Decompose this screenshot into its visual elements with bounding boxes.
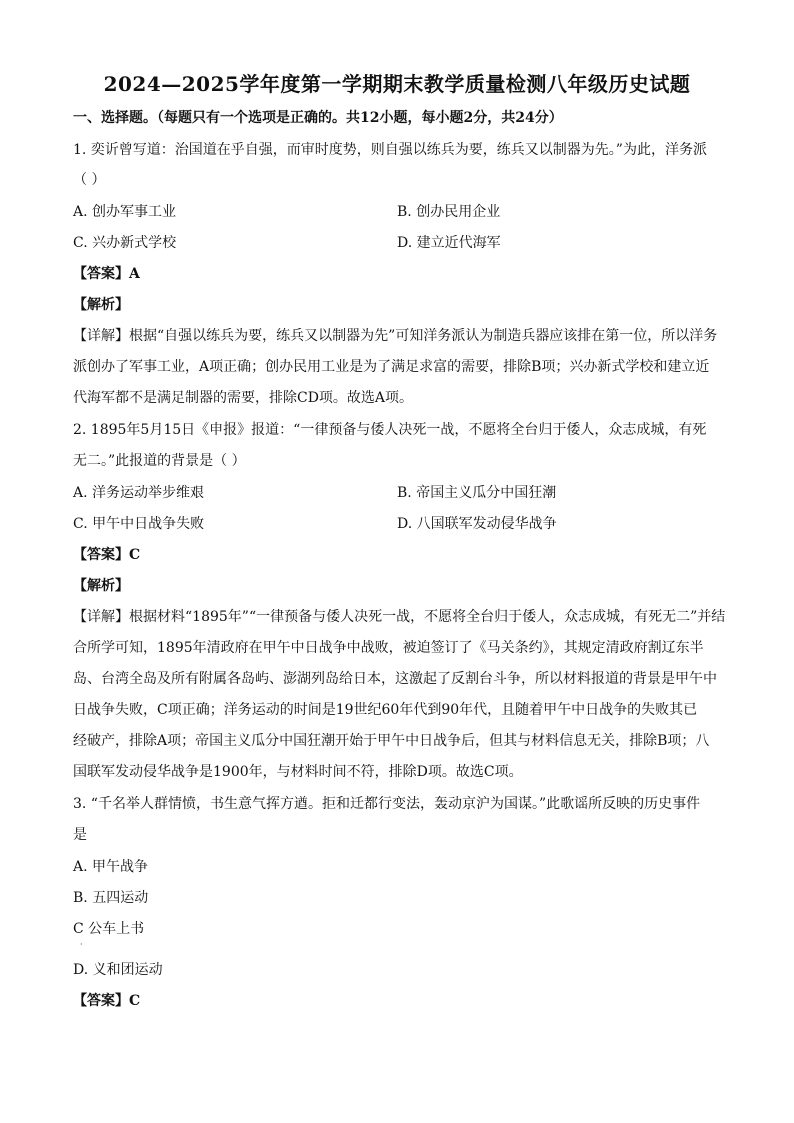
- section-heading: 一、选择题。（每题只有一个选项是正确的。共12小题，每小题2分，共24分）: [73, 110, 563, 126]
- q1-option-c: C. 兴办新式学校: [73, 235, 177, 251]
- q2-option-b: B. 帝国主义瓜分中国狂潮: [397, 485, 557, 501]
- q3-stem-line1: 3. “千名举人群情愤，书生意气挥方遒。拒和迁都行变法，轰动京沪为国谋。”此歌谣所反映的历史事件: [73, 796, 701, 812]
- q3-answer: 【答案】C: [73, 993, 141, 1009]
- q3-option-c: C 公车上书: [73, 921, 145, 937]
- q3-option-b: B. 五四运动: [73, 890, 149, 906]
- q1-option-b: B. 创办民用企业: [397, 204, 501, 220]
- q1-option-d: D. 建立近代海军: [397, 235, 501, 251]
- q2-option-a: A. 洋务运动举步维艰: [73, 485, 205, 501]
- q2-stem-line1: 2. 1895年5月15日《申报》报道：“一律预备与倭人决死一战，不愿将全台归于倭人，众志成城，有死: [73, 422, 707, 438]
- q2-option-d: D. 八国联军发动侵华战争: [397, 516, 557, 532]
- page-title: 2024—2025学年度第一学期期末教学质量检测八年级历史试题: [103, 72, 691, 96]
- q2-detail-line1: 【详解】根据材料“1895年”“一律预备与倭人决死一战，不愿将全台归于倭人，众志成城，有死无二”并结: [73, 609, 726, 625]
- q2-option-c: C. 甲午中日战争失败: [73, 516, 205, 532]
- q3-option-a: A. 甲午战争: [73, 859, 149, 875]
- q1-analysis-label: 【解析】: [73, 297, 129, 313]
- q1-stem-line2: （ ）: [73, 172, 106, 188]
- q1-option-a: A. 创办军事工业: [73, 204, 177, 220]
- q2-detail-line2: 合所学可知，1895年清政府在甲午中日战争中战败，被迫签订了《马关条约》，其规定清政府割辽东半: [73, 640, 704, 656]
- q2-detail-line3: 岛、台湾全岛及所有附属各岛屿、澎湖列岛给日本，这激起了反割台斗争，所以材料报道的背景是甲午中: [73, 671, 717, 687]
- q2-detail-line4: 日战争失败，C项正确；洋务运动的时间是19世纪60年代到90年代，且随着甲午中日战争的失败其已: [73, 702, 698, 718]
- q3-option-d: D. 义和团运动: [73, 962, 163, 978]
- q1-detail-line2: 派创办了军事工业，A项正确；创办民用工业是为了满足求富的需要，排除B项；兴办新式学校和建立近: [73, 359, 710, 375]
- q2-analysis-label: 【解析】: [73, 578, 129, 594]
- q2-detail-line6: 国联军发动侵华战争是1900年，与材料时间不符，排除D项。故选C项。: [73, 764, 523, 780]
- q2-detail-line5: 经破产，排除A项；帝国主义瓜分中国狂潮开始于甲午中日战争后，但其与材料信息无关，排除B项；八: [73, 733, 710, 749]
- q3-stem-line2: 是: [73, 827, 87, 843]
- q2-stem-line2: 无二。”此报道的背景是（ ）: [73, 453, 246, 469]
- q1-stem-line1: 1. 奕䜣曾写道：治国道在乎自强，而审时度势，则自强以练兵为要，练兵又以制器为先。”为此，洋务派: [73, 142, 707, 158]
- stray-dot-mark: ·: [80, 940, 83, 949]
- q1-answer: 【答案】A: [73, 266, 140, 282]
- q1-detail-line1: 【详解】根据“自强以练兵为要，练兵又以制器为先”可知洋务派认为制造兵器应该排在第一位，所以洋务: [73, 328, 718, 344]
- q1-detail-line3: 代海军都不是满足制器的需要，排除CD项。故选A项。: [73, 390, 414, 406]
- q2-answer: 【答案】C: [73, 547, 141, 563]
